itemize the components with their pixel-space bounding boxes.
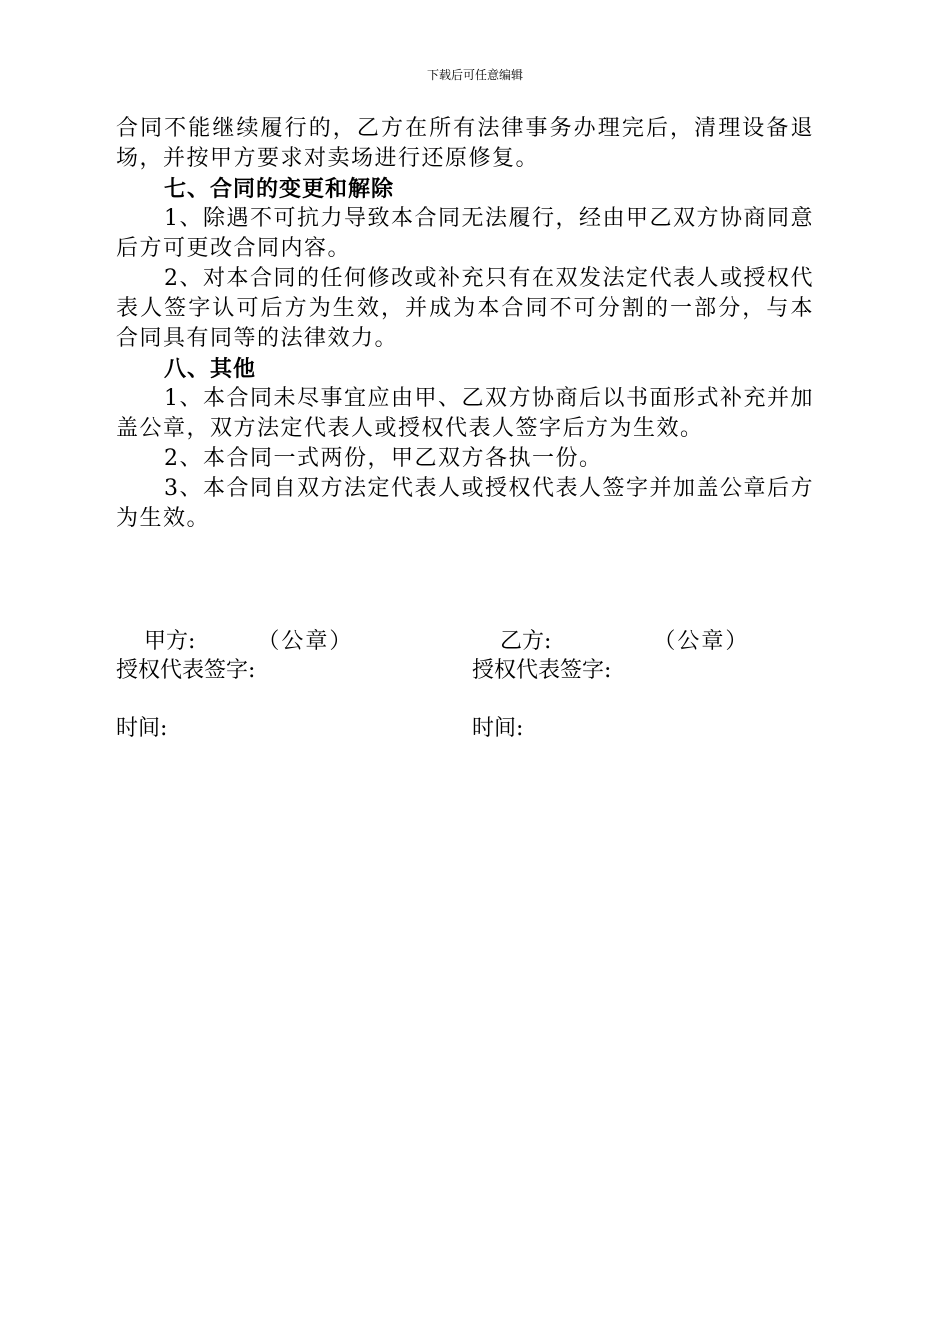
section-7-item-2: 2、对本合同的任何修改或补充只有在双发法定代表人或授权代表人签字认可后方为生效，并成为本合同不可分割的一部分，与本合同具有同等的法律效力。 <box>116 266 814 351</box>
section-8-item-1: 1、本合同未尽事宜应由甲、乙双方协商后以书面形式补充并加盖公章，双方法定代表人或授权代表人签字后方为生效。 <box>116 386 814 441</box>
section-7-item-1: 1、除遇不可抗力导致本合同无法履行，经由甲乙双方协商同意后方可更改合同内容。 <box>116 206 814 261</box>
party-b-seal: （公章） <box>653 629 750 654</box>
section-8-title: 八、其他 <box>164 356 257 382</box>
party-a-time-label: 时间: <box>116 716 168 741</box>
party-a-label: 甲方: <box>143 629 196 654</box>
party-b-label: 乙方: <box>499 629 552 654</box>
section-8-item-3: 3、本合同自双方法定代表人或授权代表人签字并加盖公章后方为生效。 <box>116 476 814 531</box>
party-a-seal: （公章） <box>257 629 354 654</box>
page-header: 下载后可任意编辑 <box>426 68 523 82</box>
party-b-sign-label: 授权代表签字: <box>472 658 612 683</box>
document-body <box>116 114 814 534</box>
section-8-item-2: 2、本合同一式两份，甲乙双方各执一份。 <box>164 446 603 471</box>
party-b-time-label: 时间: <box>472 716 524 741</box>
party-a-sign-label: 授权代表签字: <box>116 658 256 683</box>
section-7-title: 七、合同的变更和解除 <box>164 176 395 202</box>
paragraph-continuation: 合同不能继续履行的，乙方在所有法律事务办理完后，清理设备退场，并按甲方要求对卖场进行还原修复。 <box>116 116 814 171</box>
